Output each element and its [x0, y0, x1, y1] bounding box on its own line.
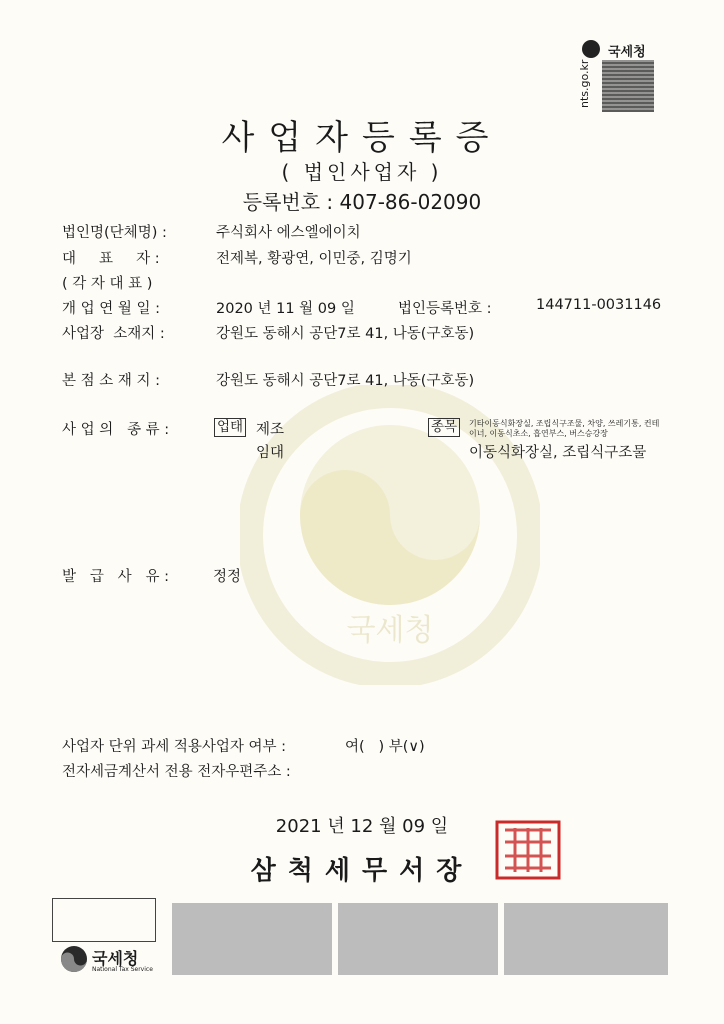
- official-seal-icon: [495, 820, 561, 880]
- unit-tax-label: 사업자 단위 과세 적용사업자 여부 :: [62, 739, 287, 755]
- open-date-label: 개 업 연 월 일 :: [62, 301, 160, 317]
- issue-reason-label: 발 급 사 유 :: [62, 569, 170, 585]
- qr-code-top-icon: [602, 60, 654, 112]
- document-title: 사업자등록증: [221, 118, 503, 158]
- business-address-label: 사업장 소재지 :: [62, 326, 165, 342]
- category-box: 업태: [214, 418, 246, 437]
- business-address: 강원도 동해시 공단7로 41, 나동(구호동): [216, 326, 475, 342]
- issue-date: 2021 년 12 월 09 일: [275, 816, 449, 837]
- nts-logo-icon: [60, 945, 88, 973]
- business-type-label: 사 업 의 종 류 :: [62, 422, 170, 438]
- registration-label: 등록번호 :: [242, 190, 334, 214]
- corp-name: 주식회사 에스엘에이치: [216, 225, 361, 241]
- barcode-block-1-icon: [172, 903, 332, 975]
- items-main: 이동식화장실, 조립식구조물: [469, 445, 647, 461]
- unit-tax-value: 여( ) 부(∨): [345, 739, 425, 755]
- bottom-logo-text: 국세청: [92, 949, 139, 968]
- agency-name: 국세청: [608, 45, 646, 60]
- issuing-office: 삼척세무서장: [250, 856, 474, 886]
- bottom-logo-subtext: National Tax Service: [92, 966, 153, 973]
- representative-names: 전제복, 황광연, 이민중, 김명기: [216, 251, 412, 267]
- einvoice-email-label: 전자세금계산서 전용 전자우편주소 :: [62, 764, 291, 780]
- category-2: 임대: [256, 445, 285, 461]
- items-small-line-2: 이너, 이동식초소, 흡연부스, 버스승강장: [469, 429, 608, 438]
- registration-number: 407-86-02090: [339, 190, 482, 214]
- hq-address: 강원도 동해시 공단7로 41, 나동(구호동): [216, 373, 475, 389]
- barcode-block-2-icon: [338, 903, 498, 975]
- open-date: 2020 년 11 월 09 일: [216, 301, 355, 317]
- items-small-line-1: 기타이동식화장실, 조립식구조물, 차양, 쓰레기통, 컨테: [469, 419, 660, 428]
- signature-box: [52, 898, 156, 942]
- barcode-block-3-icon: [504, 903, 668, 975]
- agency-logo-icon: [582, 40, 600, 58]
- corp-reg-number: 144711-0031146: [536, 297, 662, 313]
- category-1: 제조: [256, 422, 285, 438]
- item-box: 종목: [428, 418, 460, 437]
- website-url: nts.go.kr: [578, 59, 591, 108]
- hq-address-label: 본 점 소 재 지 :: [62, 373, 160, 389]
- representative-note: ( 각 자 대 표 ): [62, 276, 153, 292]
- representative-label: 대 표 자 :: [62, 251, 160, 267]
- document-subtitle: ( 법인사업자 ): [281, 160, 443, 184]
- corp-name-label: 법인명(단체명) :: [62, 225, 167, 241]
- watermark-text: 국세청: [346, 613, 434, 648]
- registration-number-line: [0, 186, 724, 215]
- corp-reg-label: 법인등록번호 :: [398, 301, 492, 317]
- issue-reason: 정정: [213, 569, 242, 585]
